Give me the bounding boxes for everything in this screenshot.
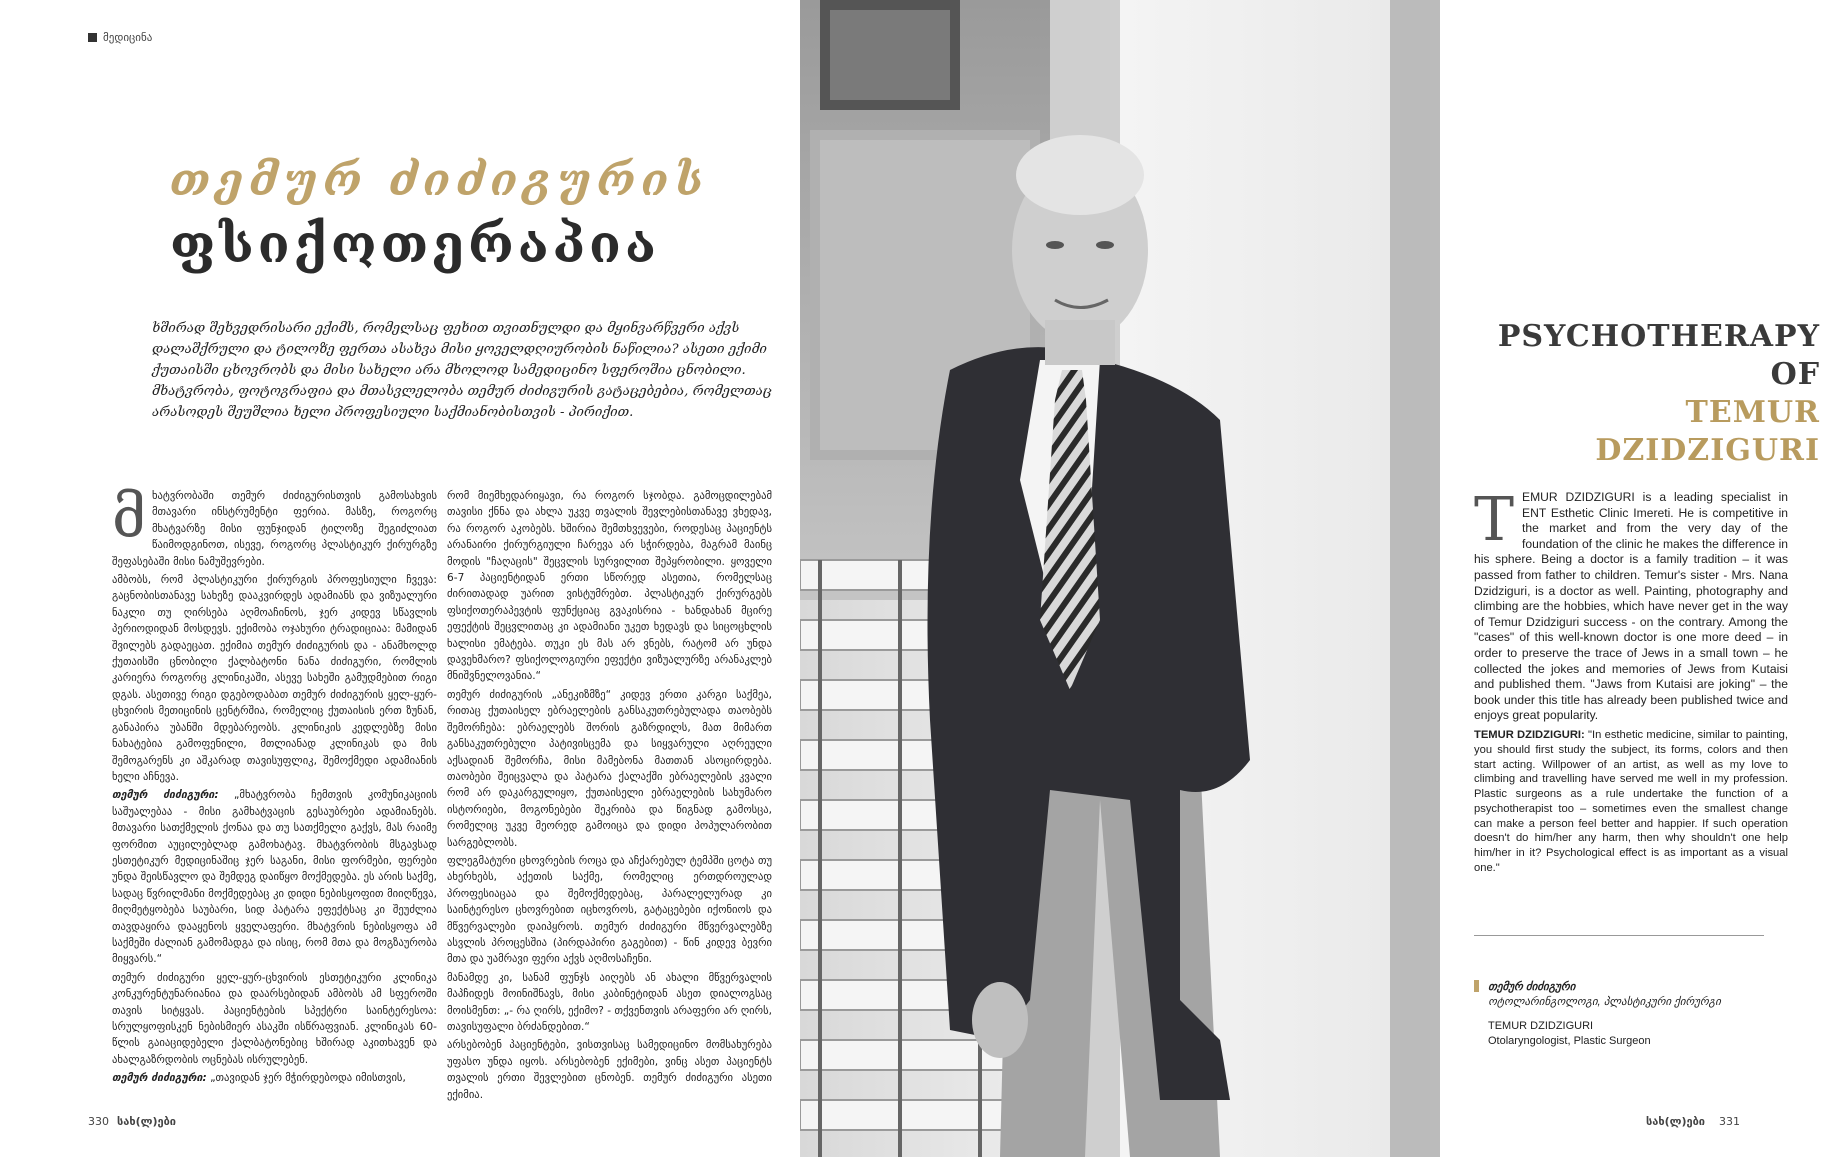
section-tag-label: მედიცინა [103,31,153,44]
left-page [0,0,800,1157]
quote-text: „მხატვრობა ჩემთვის კომუნიკაციის საშუალებაა - მისი გამხატვაცის გესაუბრები ადამიანებს. მთავარი სათქმელის ქონაა და თუ სათქმელი გაქვს, მას რაიმე ფორმით აუცილებლად გამოხატავ. მხატვრობის მსგავსად ესთეტიკურ მედიცინაშიც ჯერ საგანი, მისი ფორმები, ფერები უნდა შეისწავლო და შემდეგ დაიწყო მოქმედება. ეს არის საქმე, სადაც წვრილმანი მოქმედებაც კი დიდი ნებისყოფით მიიღწევა, მიღმეტყობება საუბარი, სიდ პატარა ეფექტსაც კი შეუძლია თავდაყირა დააყენოს ყველაფერი. მხატვრის ნებისყოფა ამ საქმეში ძალიან გამომადგა და ისიც, რომ მთა და მოგზაურობა მიყვარს.“ [112,789,437,966]
paragraph: მანამდე კი, სანამ ფუნჯს აიღებს ან ახალი მწვერვალის მაპჩიდეს მოინიშნავს, მისი კაბინეტიდან ასეთ დიალოგსაც მოისმენთ: „- რა ღირს, ექიმო? - თქვენთვის არაფერი არ ღირს, თავისუფალი ბრძანდებით.“ [447,971,772,1033]
title-line-1: PSYCHOTHERAPY OF [1497,319,1820,392]
portrait-illustration [800,0,1440,1157]
magazine-name: სახ(ლ)ები [1646,1115,1705,1128]
quote-paragraph [1474,728,1788,876]
page-number: 331 [1718,1115,1740,1128]
right-page [1440,0,1837,1157]
section-tag [88,31,152,44]
accent-bar [1474,980,1479,992]
drop-cap: მ [112,483,146,551]
paragraph: ამბობს, რომ პლასტიკური ქირურგის პროფესიული ჩვევა: გაცნობისთანავე სახეზე დააკვირდეს ადამიანს და ვიზუალური ნაკლი თუ ღირსება აღმოაჩინოს, ჯერ კიდევ სწავლის პერიოდიდან მოსდევს. ექიმობა ოჯახური ტრადიციაა: მამიდან შვილებს გადაეცათ. ექიმია თემურ ძიძიგურის და - ანამხოლდ ქუთაისში ცნობილი ქალბატონი ნანა ძიძიგური, რომლის კარიერა როგორც კლინიკაში, ასევე სახეში გამუდმებით რიგი დგას. ასეთივე რიგი დგებოდაბათ თემურ ძიძიგურის ყელ-ყურ-ცხვირის მეთიცინის ცენტრშია, რომელიც ქუთაისის ერთ ზუნან, განაპირა უბანში მდებარეობს. კლინიკის კედლებზე მისი ნახატებია გამოფენილი, მთლიანად კლინიკას და მის შემოგარენს კი აშკარად თავისუფლიკ, შემოქმედი ადამიანის ხელი აჩნევა. [112,574,437,783]
english-body [1474,485,1788,880]
title-line-1: თემურ ძიძიგურის [170,155,710,206]
quote-paragraph [112,787,437,967]
folio-left [88,1115,176,1128]
text-column-2 [447,488,772,1105]
square-icon [88,33,97,42]
quote-paragraph [112,1070,437,1086]
speaker-label: TEMUR DZIDZIGURI: [1474,728,1585,741]
caption-role-georgian: ოტოლარინგოლოგი, პლასტიკური ქირურგი [1488,995,1721,1008]
text-column-1 [112,483,437,1089]
caption-name-english: TEMUR DZIDZIGURI [1488,1020,1594,1032]
title-line-2: TEMUR DZIDZIGURI [1595,395,1820,468]
paragraph [1474,485,1788,724]
paragraph: ფლეგმატური ცხოვრების როცა და აჩქარებულ ტემპში ცოტა თუ ახერხებს, აქეთის საქმე, რომელიც ერთდროულად პროფესიაცაა და შემოქმედებაც, პარალელურად კი საინტერესო ცხოვრებით იცხოვროს, გატაცებები იქონიოს და მწვერვალები დაიპყროს. თემურ ძიძიგური მწვერვალებზე ასვლის პროცესშია (პირდაპირი გაგებით) - წინ კიდევ ბევრი მთა და უამრავი ფერი აქვს აღმოსაჩენი. [447,854,772,966]
paragraph: რომ მიემხედარიყავი, რა როგორ სჯობდა. გამოცდილებამ თავისი ქნნა და ახლა უკვე თვალის შევლებისთანავე ვხედავ, რა როგორ აკობებს. ხშირია შემთხვევები, როდესაც პაციენტს არანაირი ქირურგიული ჩარევა არ სჭირდება, მაგრამ მაინც მოდის "ჩაღაცის" შეცვლის სურვილით შეპყრობილი. ყოველი 6-7 პაციენტიდან ერთი სწორედ ასეთია, რომელსაც ძირითადად უარით ვისტუმრებთ. პლასტიკურ ქირურგებს ფსიქოთერაპევტის ფუნქციაც გვაკისრია - ხანდახან მცირე ეფექტის შეცვლითაც კი ადამიანი უკეთ ხედავს და სიცოცხლის ხალისი ემატება. თუკი ეს მას არ ვნებს, რატომ არ უნდა დავეხმარო? ფსიქოლოგიური ეფექტი ვიზუალურზე არანაკლებ მნიშვნელოვანია.“ [447,490,772,683]
caption-role-english: Otolaryngologist, Plastic Surgeon [1488,1034,1651,1047]
photo-caption [1474,980,1794,1048]
speaker-label: თემურ ძიძიგური: [112,1072,207,1085]
speaker-label: თემურ ძიძიგური: [112,789,219,802]
paragraph-text: EMUR DZIDZIGURI is a leading specialist in ENT Esthetic Clinic Imereti. He is competitive in the market and from the very day of the foundation of the clinic he makes the difference in his sphere. Being a doctor is a family tradition – it was passed from father to children. Temur's sister - Mrs. Nana Dzidziguri, is a doctor as well. Painting, photography and climbing are the hobbies, which have never get in the way of Temur Dzidziguri success - on the contrary. Among the "cases" of this well-known doctor is one more deed – in order to preserve the trace of Jews in a small town – he collected the jokes and memories of Jews from Kutaisi and published them. "Jaws from Kutaisi are joking" – the book under this title has already been published twice and enjoys great popularity. [1474,490,1788,723]
article-title-english [1470,318,1820,470]
paragraph [112,483,437,570]
article-title-georgian [170,155,770,275]
folio-right [1646,1115,1740,1128]
lead-paragraph: ხშირად შეხვედრისარი ექიმს, რომელსაც ფეხით თვითნულდი და მყინვარწვერი აქვს დალაშქრული და ტილოზე ფერთა ასახვა მისი ყოველდღიურობის ნაწილია? ასეთი ექიმი ქუთაისში ცხოვრობს და მისი სახელი არა მხოლოდ სამედიცინო სფეროშია ცნობილი. მხატვრობა, ფოტოგრაფია და მთასვლელობა თემურ ძიძიგურის გატაცებებია, რომელთაც არასოდეს შეუშლია ხელი პროფესიული საქმიანობისთვის - პირიქით. [152,321,772,420]
drop-cap: T [1474,485,1515,555]
page-number: 330 [88,1115,109,1128]
paragraph: თემურ ძიძიგური ყელ-ყურ-ცხვირის ესთეტიკური კლინიკა კონკურენტუნარიანია და დაარსებიდან ამბობს ამ სფეროში თავის სიტყვას. პაციენტების სპექტრი საინტერესოა: სრულყოფისკენ ნებისმიერ ასაკში ისწრაფვიან. კლინიკას 60-წლის გაიაციდებელი ქალბატონებიც ხშირად აკითხავენ და ახალგაზრდობის ოცნებას ისრულებენ. [112,971,437,1066]
title-line-2: ფსიქოთერაპია [170,214,660,275]
portrait-photo [800,0,1440,1157]
divider [1474,935,1764,936]
caption-name-georgian: თემურ ძიძიგური [1488,981,1576,993]
paragraph: არსებობენ პაციენტები, ვისთვისაც სამედიცინო მომსახურება უფასო უნდა იყოს. არსებობენ ექიმები, ვინც ასეთ პაციენტს თვალის ერთი შევლებით ცნობენ. თემურ ძიძიგური ასეთი ექიმია. [447,1039,772,1101]
quote-text: „თავიდან ჯერ მჭირდებოდა იმისთვის, [206,1072,406,1085]
quote-text: "In esthetic medicine, similar to painting, you should first study the subject, its forms, colors and then start acting. Willpower of an artist, as well as my love to climbing and travelling have served me well in my profession. Plastic surgeons as a rule undertake the function of a psychotherapist too – sometimes even the smallest change can make a person feel better and happier. If such operation doesn't do him/her any harm, then why shouldn't one help him/her in it? Psychological effect is as important as a visual one." [1474,728,1788,875]
paragraph: თემურ ძიძიგურის „ანეკიზმზე“ კიდევ ერთი კარგი საქმეა, რითაც ქუთაისელ ებრაელების განსაკუთრებულადა თაობებს შემორჩება: ებრაელებს შორის გაზრდილს, მათ მიმართ განსაკუთრებული პატივისცემა და სიყვარული აღრეული აქსადიან შემორჩა, მისი მამებონა მათთან ასოცირდება. თაობები შეიცვალა და პატარა ქალაქში ებრაელების კვალი რომ არ დაკარგულიყო, ქუთაისელი ებრაელების სახუმარო ისტორიები, მოგონებები შეკრიბა და წიგნად გამოსცა, რომელიც უკვე მეორედ გამოიცა და დიდი პოპულარობით სარგებლობს. [447,688,772,849]
paragraph-text: ხატვრობაში თემურ ძიძიგურისთვის გამოსახვის მთავარი ინსტრუმენტი ფერია. მასზე, როგორც მხატვარზე მისი ფუნჯიდან ტილოზე შეგიძლიათ წაიმოდგინოთ, ისევე, როგორც პლასტიკურ ქირურგზე შეფასებაში მისი ნამუშევრები. [112,490,437,568]
magazine-name: სახ(ლ)ები [117,1115,176,1128]
